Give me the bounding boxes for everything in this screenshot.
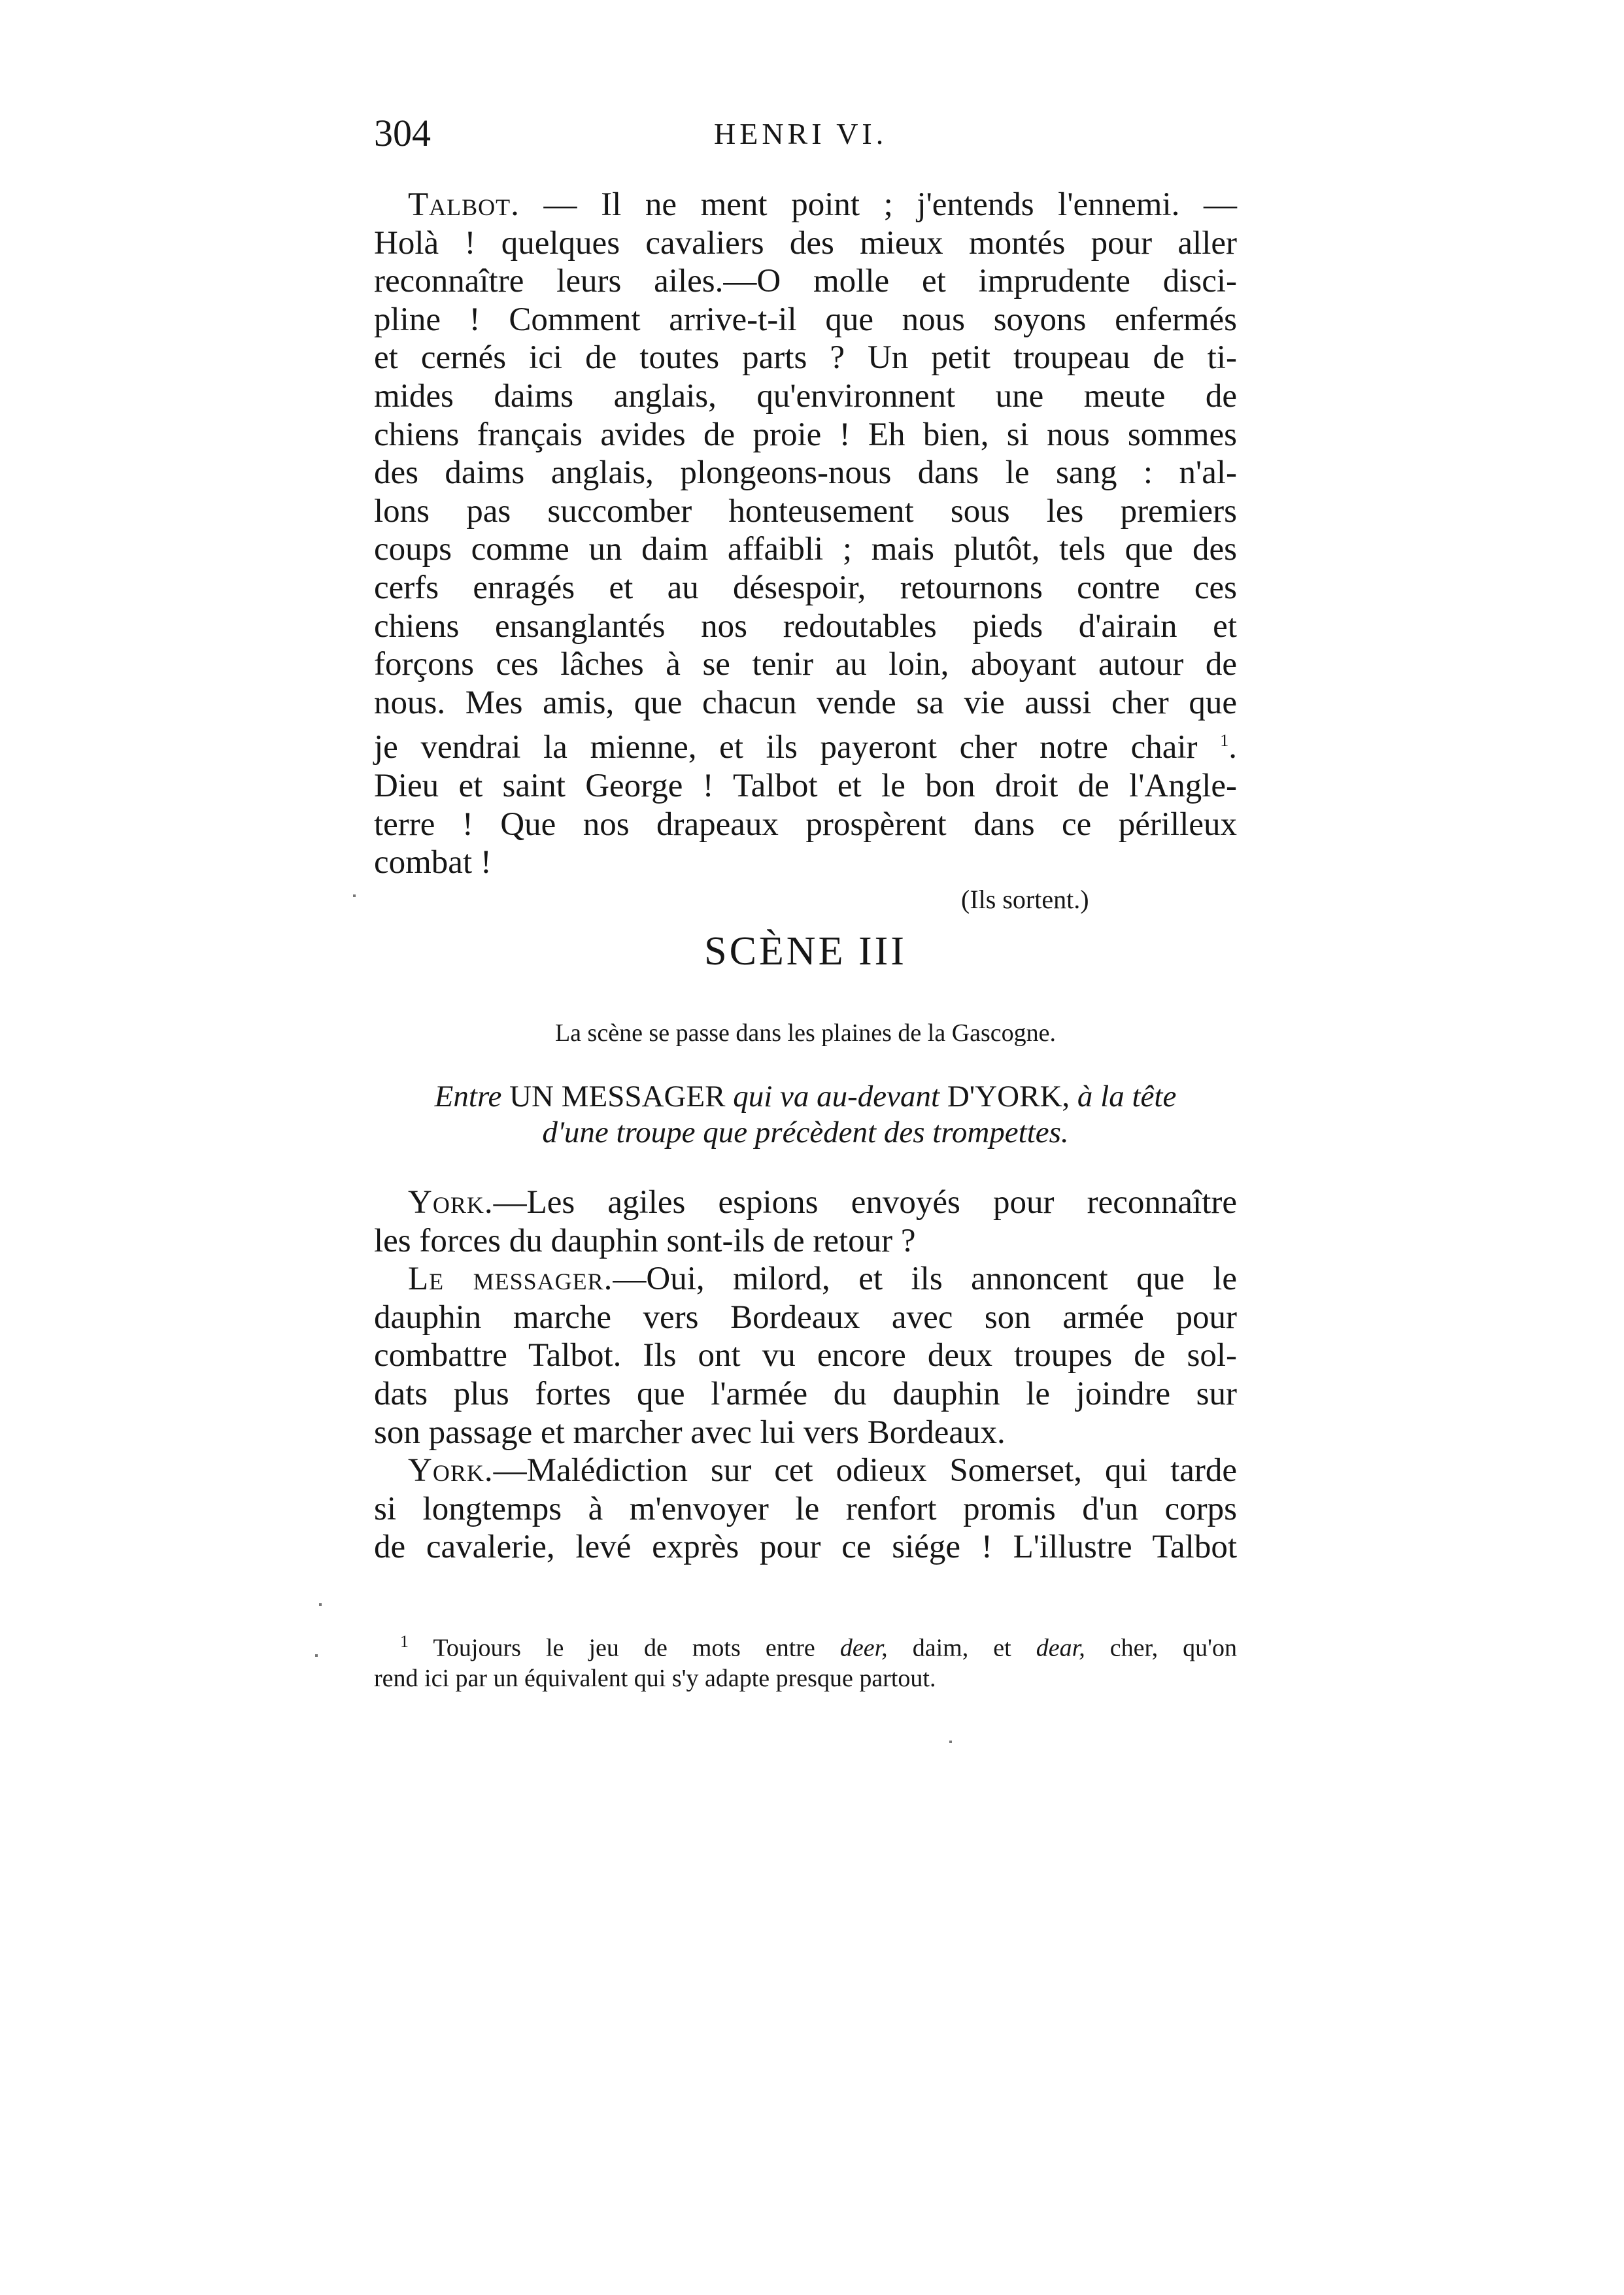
character-name: D'YORK, xyxy=(947,1080,1070,1114)
text-line: nous. Mes amis, que chacun vende sa vie aussi cher que xyxy=(374,684,1237,721)
text-line: terre ! Que nos drapeaux prospèrent dans ce périlleux xyxy=(374,806,1237,843)
speaker-name: Le messager. xyxy=(408,1261,613,1298)
footnote-text: cher, qu'on xyxy=(1109,1634,1238,1662)
footnote-word: deer, xyxy=(839,1634,888,1662)
stage-text: à la tête xyxy=(1077,1080,1177,1114)
footnote-line: rend ici par un équivalent qui s'y adapte presque partout. xyxy=(374,1664,936,1692)
text-line: de cavalerie, levé exprès pour ce siége ! L'illustre Talbot xyxy=(374,1529,1237,1566)
text-line: chiens français avides de proie ! Eh bien, si nous sommes xyxy=(374,416,1237,453)
text-line xyxy=(374,1183,1237,1222)
scene-setting: La scène se passe dans les plaines de la Gascogne. xyxy=(554,1019,1057,1047)
text-line: chiens ensanglantés nos redoutables pieds d'airain et xyxy=(374,607,1237,645)
speaker-name: York. xyxy=(408,1452,494,1489)
text-line xyxy=(374,1260,1237,1299)
talbot-paragraph xyxy=(374,186,1237,882)
footnote-text: Toujours le jeu de mots entre xyxy=(433,1634,815,1662)
text-line: reconnaître leurs ailes.—O molle et imprudente disci- xyxy=(374,263,1237,300)
line-text: —Oui, milord, et ils annoncent que le xyxy=(613,1261,1237,1298)
text-line xyxy=(374,1452,1237,1490)
dialogue-messager xyxy=(374,1260,1237,1452)
line-text: —Les agiles espions envoyés pour reconnaître xyxy=(493,1184,1237,1221)
speaker-name: Talbot. xyxy=(408,186,520,223)
stage-direction-line xyxy=(374,1115,1237,1151)
text-line: des daims anglais, plongeons-nous dans le sang : n'al- xyxy=(374,454,1237,492)
dialogue-york-2 xyxy=(374,1452,1237,1567)
print-speck xyxy=(315,1654,318,1657)
text-line: son passage et marcher avec lui vers Bordeaux. xyxy=(374,1414,1006,1451)
text-line: si longtemps à m'envoyer le renfort promis d'un corps xyxy=(374,1490,1237,1527)
text-line: mides daims anglais, qu'environnent une meute de xyxy=(374,377,1237,415)
stage-text: Entre xyxy=(434,1080,502,1114)
line-text: — Il ne ment point ; j'entends l'ennemi. — xyxy=(543,186,1238,223)
print-speck xyxy=(353,894,356,897)
stage-direction-line xyxy=(374,1079,1237,1115)
footnote-reference: 1 xyxy=(1220,731,1229,751)
text-line: et cernés ici de toutes parts ? Un petit troupeau de ti- xyxy=(374,339,1237,377)
stage-text: qui va au-devant xyxy=(733,1080,940,1114)
footnote-text: daim, et xyxy=(912,1634,1011,1662)
text-line: dauphin marche vers Bordeaux avec son armée pour xyxy=(374,1299,1237,1336)
print-speck xyxy=(949,1741,952,1743)
page-header xyxy=(374,111,1237,170)
dialogue xyxy=(374,1183,1237,1567)
running-title: HENRI VI. xyxy=(714,117,888,150)
footnote-line xyxy=(374,1627,1237,1663)
footnote xyxy=(374,1627,1237,1693)
text-line: combat ! xyxy=(374,844,492,881)
text-line: combattre Talbot. Ils ont vu encore deux troupes de sol- xyxy=(374,1337,1237,1374)
dialogue-york-1 xyxy=(374,1183,1237,1260)
talbot-speech xyxy=(374,186,1237,882)
speaker-name: York. xyxy=(408,1184,494,1221)
text-line: lons pas succomber honteusement sous les premiers xyxy=(374,492,1237,530)
text-line: Holà ! quelques cavaliers des mieux montés pour aller xyxy=(374,224,1237,262)
line-text: je vendrai la mienne, et ils payeront cher notre chair xyxy=(374,729,1198,766)
stage-direction xyxy=(374,1079,1237,1151)
text-line: pline ! Comment arrive-t-il que nous soyons enfermés xyxy=(374,301,1237,338)
scene-title: SCÈNE III xyxy=(704,929,907,974)
text-line: Dieu et saint George ! Talbot et le bon droit de l'Angle- xyxy=(374,767,1237,804)
text-line: cerfs enragés et au désespoir, retournons contre ces xyxy=(374,569,1237,606)
line-text: —Malédiction sur cet odieux Somerset, qui tarde xyxy=(493,1452,1237,1489)
footnote-word: dear, xyxy=(1036,1634,1085,1662)
page-number: 304 xyxy=(374,112,431,154)
text-line: les forces du dauphin sont-ils de retour ? xyxy=(374,1222,916,1259)
footnote-marker: 1 xyxy=(400,1632,409,1651)
stage-text: d'une troupe que précèdent des trompettes. xyxy=(542,1115,1069,1149)
character-name: UN MESSAGER xyxy=(509,1080,726,1114)
exit-direction: (Ils sortent.) xyxy=(961,885,1089,914)
text-line: coups comme un daim affaibli ; mais plutôt, tels que des xyxy=(374,531,1237,568)
text-line: forçons ces lâches à se tenir au loin, aboyant autour de xyxy=(374,646,1237,683)
text-line: dats plus fortes que l'armée du dauphin le joindre sur xyxy=(374,1375,1237,1412)
text-line xyxy=(374,186,1237,224)
print-speck xyxy=(319,1603,322,1606)
text-line: je vendrai la mienne, et ils payeront cher notre chair $^1$. xyxy=(374,729,1237,766)
